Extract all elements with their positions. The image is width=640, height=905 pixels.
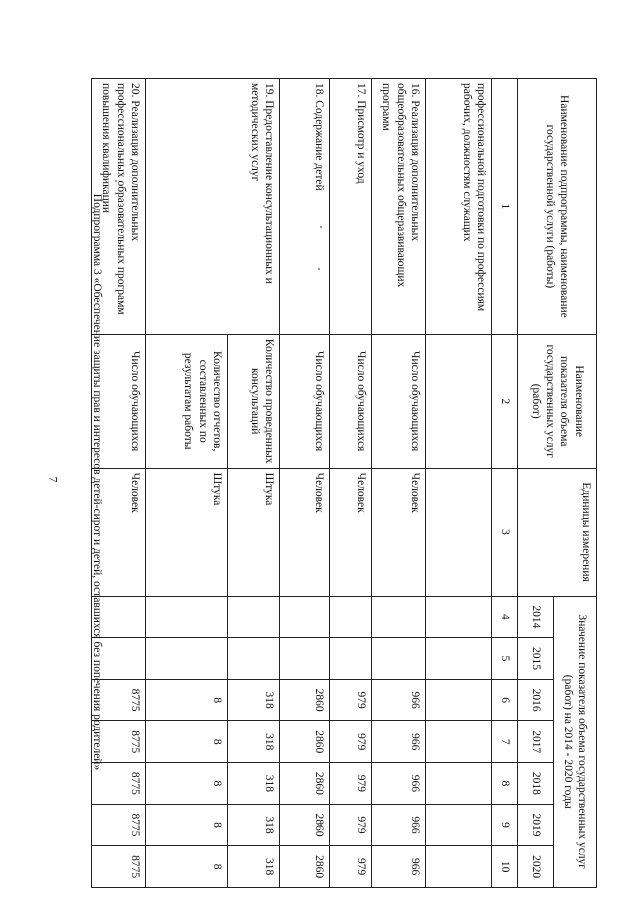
header-year: 2017 [518,721,554,763]
column-index: 4 [492,596,518,638]
column-index-row [492,79,518,888]
column-index: 2 [492,334,518,468]
table-row [280,79,330,888]
value-2020: 8775 [92,846,146,888]
column-index: 8 [492,763,518,805]
header-row [554,79,597,888]
indicator-name: Количество отчетов, составленных по результатам работы [146,334,228,468]
value-2020: 979 [330,846,372,888]
value-2019: 966 [372,804,426,846]
table-row [330,79,372,888]
value-2017: 2860 [280,721,330,763]
unit-name: Человек [372,468,426,596]
value-2014 [280,596,330,638]
value-2014 [426,596,492,638]
value-2017 [426,721,492,763]
value-2020: 966 [372,846,426,888]
value-2020: 8 [146,846,228,888]
value-2014 [228,596,280,638]
unit-name: Человек [92,468,146,596]
unit-name: Штука [146,468,228,596]
value-2015 [146,638,228,680]
indicator-name: Число обучающихся [92,334,146,468]
header-year: 2014 [518,596,554,638]
value-2019: 318 [228,804,280,846]
subprogram-3-heading: Подпрограмма 3 «Обеспечение защиты прав и интересов детей-сирот и детей, оставшихся без попечения родителей» [91,193,103,771]
indicator-name [426,334,492,468]
value-2019: 8 [146,804,228,846]
value-2017: 8 [146,721,228,763]
value-2014 [146,596,228,638]
table-row [426,79,492,888]
value-2015 [330,638,372,680]
value-2018 [426,763,492,805]
value-2017: 8775 [92,721,146,763]
value-2018: 8 [146,763,228,805]
table-row [228,79,280,888]
unit-name: Человек [330,468,372,596]
value-2017: 318 [228,721,280,763]
header-year: 2019 [518,804,554,846]
header-indicator-name: Наименование показателя объема государственных услуг (работ) [518,334,597,468]
column-index: 5 [492,638,518,680]
header-year: 2015 [518,638,554,680]
unit-name: Человек [280,468,330,596]
indicator-name: Количество проведенных консультаций [228,334,280,468]
column-index: 6 [492,679,518,721]
rotated-document [80,78,597,896]
service-name: 19. Предоставление консультационных и методических услуг [146,79,280,335]
service-name: 17. Присмотр и уход [330,79,372,335]
header-year: 2020 [518,846,554,888]
column-index: 10 [492,846,518,888]
value-2019 [426,804,492,846]
value-2014 [372,596,426,638]
value-2018: 979 [330,763,372,805]
value-2016: 966 [372,679,426,721]
value-2017: 979 [330,721,372,763]
indicator-name: Число обучающихся [330,334,372,468]
value-2015 [228,638,280,680]
header-year: 2018 [518,763,554,805]
value-2016: 8775 [92,679,146,721]
value-2016: 318 [228,679,280,721]
value-2014 [330,596,372,638]
service-name: 18. Содержание детей [280,79,330,335]
header-unit: Единицы измерения [518,468,597,596]
value-2018: 8775 [92,763,146,805]
value-2015 [426,638,492,680]
column-index: 9 [492,804,518,846]
value-2017: 966 [372,721,426,763]
value-2018: 966 [372,763,426,805]
unit-name [426,468,492,596]
header-service-name: Наименование подпрограммы, наименование государственной услуги (работы) [518,79,597,335]
value-2016: 2860 [280,679,330,721]
column-index: 1 [492,79,518,335]
page-number: 7 [46,476,61,483]
value-2018: 2860 [280,763,330,805]
indicator-name: Число обучающихся [280,334,330,468]
value-2015 [372,638,426,680]
header-year: 2016 [518,679,554,721]
value-2020 [426,846,492,888]
services-volume-table [91,78,597,888]
value-2016: 8 [146,679,228,721]
indicator-name: Число обучающихся [372,334,426,468]
unit-name: Штука [228,468,280,596]
value-2016 [426,679,492,721]
header-values-group: Значение показателя объема государственных услуг (работ) на 2014 - 2020 годы [554,596,597,888]
service-name: профессиональной подготовки по профессиям рабочих, должностям служащих [426,79,492,335]
value-2019: 2860 [280,804,330,846]
service-name: 16. Реализация дополнительных общеобразовательных общеразвивающих программ [372,79,426,335]
value-2016: 979 [330,679,372,721]
column-index: 3 [492,468,518,596]
service-name: 20. Реализация дополнительных профессиональных образовательных программ повышения квалификации [92,79,146,335]
value-2018: 318 [228,763,280,805]
value-2019: 979 [330,804,372,846]
value-2019: 8775 [92,804,146,846]
column-index: 7 [492,721,518,763]
value-2020: 318 [228,846,280,888]
value-2015 [280,638,330,680]
value-2020: 2860 [280,846,330,888]
table-row [372,79,426,888]
